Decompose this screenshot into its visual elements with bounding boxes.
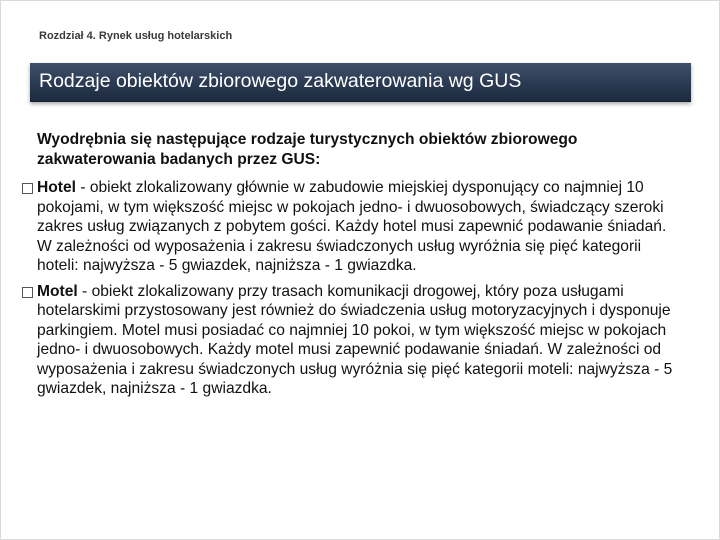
term-motel: Motel	[37, 282, 78, 300]
term-hotel: Hotel	[37, 179, 76, 196]
checkbox-bullet-icon	[22, 287, 33, 298]
definition-hotel: - obiekt zlokalizowany głównie w zabudowie miejskiej dysponujący co najmniej 10 pokojami, w tym większość miejsc w pokojach jedno- i dwuosobowych, świadczący szeroki zakres usług związanych z pobytem gości. Każdy hotel musi zapewnić podawanie śniadań. W zależności od wyposażenia i zakresu świadczonych usług wyróżnia się pięć kategorii hoteli: najwyższa - 5 gwiazdek, najniższa - 1 gwiazdka.	[37, 179, 667, 274]
slide-title: Rodzaje obiektów zbiorowego zakwaterowania wg GUS	[39, 70, 522, 92]
checkbox-bullet-icon	[22, 183, 33, 194]
intro-paragraph: Wyodrębnia się następujące rodzaje turystycznych obiektów zbiorowego zakwaterowania badanych przez GUS:	[37, 131, 578, 168]
slide-body	[20, 130, 680, 405]
list-item-hotel	[20, 178, 680, 276]
title-bar	[30, 63, 691, 102]
chapter-label: Rozdział 4. Rynek usług hotelarskich	[39, 30, 233, 42]
list-item-motel	[20, 282, 680, 399]
definition-motel: - obiekt zlokalizowany przy trasach komunikacji drogowej, który poza usługami hotelarskimi przystosowany jest również do świadczenia usług motoryzacyjnych i dysponuje parkingiem. Motel musi posiadać co najmniej 10 pokoi, w tym większość miejsc w pokojach jedno- i dwuosobowych. Każdy motel musi zapewnić podawanie śniadań. W zależności od wyposażenia i zakresu świadczonych usług wyróżnia się pięć kategorii moteli: najwyższa - 5 gwiazdek, najniższa - 1 gwiazdka.	[37, 282, 673, 397]
